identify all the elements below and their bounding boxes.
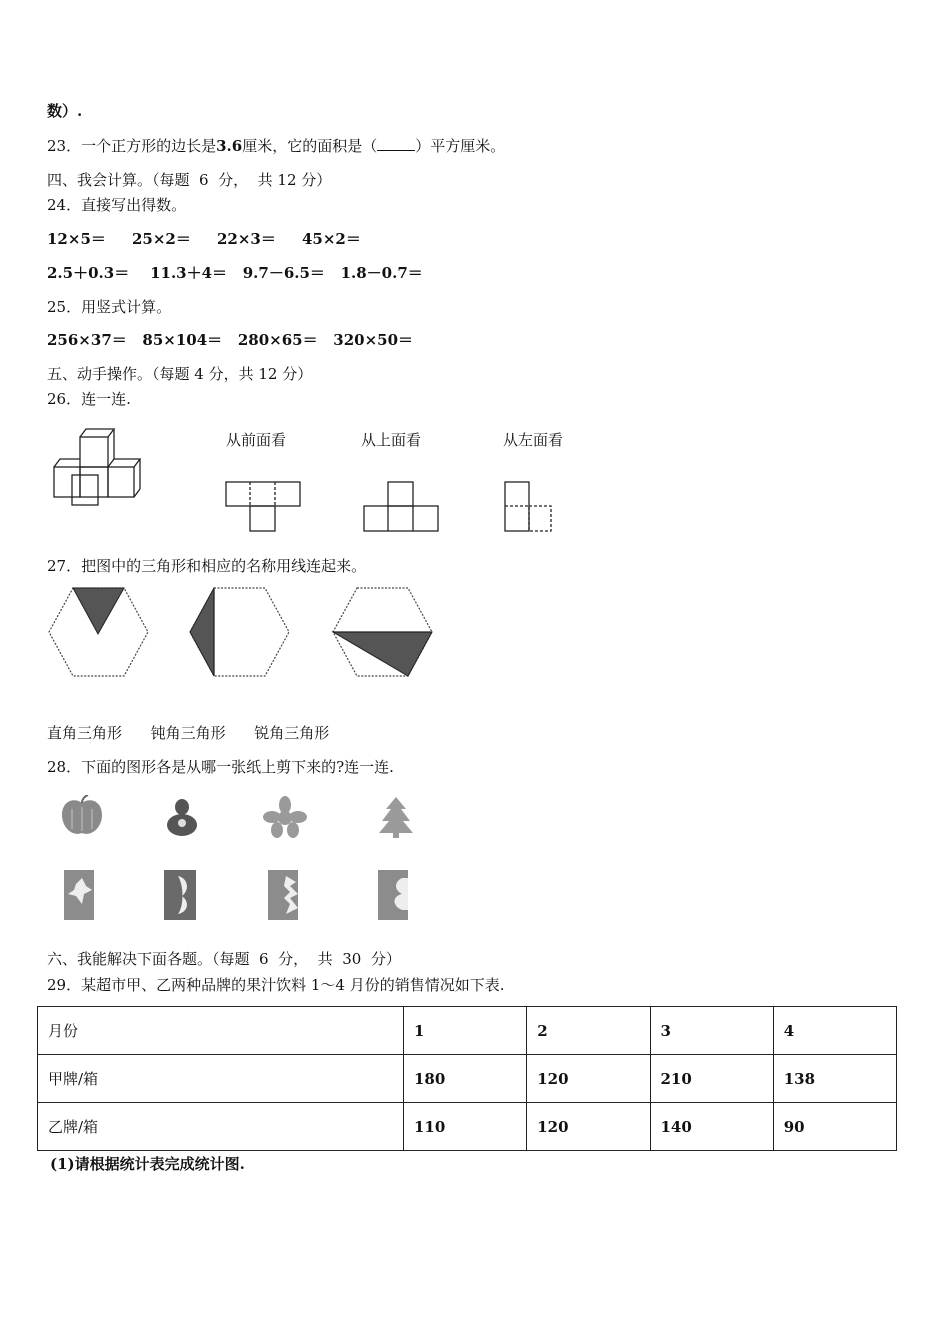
q23-number: 3.6	[216, 137, 243, 155]
question-23	[47, 137, 505, 155]
question-26: 26．连一连.	[47, 390, 131, 408]
hexagon-acute-triangle	[46, 586, 151, 679]
view-label-top: 从上面看	[361, 431, 422, 449]
paper-sheet-2-icon	[160, 868, 200, 922]
table-cell: 140	[650, 1103, 773, 1151]
answer-blank	[377, 138, 415, 151]
calc-row-3: 256×37＝ 85×104＝ 280×65＝ 320×50＝	[47, 331, 414, 349]
front-view-shape	[224, 480, 304, 535]
top-view-shape	[362, 480, 442, 535]
table-header-cell: 4	[773, 1007, 896, 1055]
table-row	[38, 1103, 897, 1151]
question-28: 28．下面的图形各是从哪一张纸上剪下来的?连一连.	[47, 758, 394, 776]
table-header-cell: 1	[404, 1007, 527, 1055]
question-24: 24．直接写出得数。	[47, 196, 187, 214]
table-cell: 210	[650, 1055, 773, 1103]
tree-cutout-icon	[376, 795, 416, 839]
sub-question-1: (1)请根据统计表完成统计图.	[50, 1155, 245, 1173]
apple-cutout-icon	[58, 795, 108, 839]
table-cell: 180	[404, 1055, 527, 1103]
table-cell: 120	[527, 1103, 650, 1151]
flower-cutout-icon	[262, 795, 308, 839]
table-cell: 110	[404, 1103, 527, 1151]
section-4-heading: 四、我会计算。（每题 6 分， 共 12 分）	[47, 171, 332, 189]
triangle-name-list: 直角三角形 钝角三角形 锐角三角形	[47, 724, 330, 742]
calc-row-1: 12×5＝ 25×2＝ 22×3＝ 45×2＝	[47, 230, 361, 248]
continuation-text: 数）.	[47, 102, 83, 120]
table-header-cell: 3	[650, 1007, 773, 1055]
table-cell: 甲牌/箱	[38, 1055, 404, 1103]
q23-text-a: 23．一个正方形的边长是	[47, 137, 217, 155]
table-row	[38, 1007, 897, 1055]
section-6-heading: 六、我能解决下面各题。（每题 6 分， 共 30 分）	[47, 950, 401, 968]
paper-sheet-1-icon	[62, 868, 98, 922]
calc-row-2: 2.5＋0.3＝ 11.3＋4＝ 9.7－6.5＝ 1.8－0.7＝	[47, 264, 423, 282]
table-row	[38, 1055, 897, 1103]
sales-table	[37, 1006, 897, 1151]
cube-stack-figure	[50, 427, 150, 509]
paper-sheet-4-icon	[376, 868, 412, 922]
section-5-heading: 五、动手操作。（每题 4 分，共 12 分）	[47, 365, 313, 383]
paper-sheet-3-icon	[266, 868, 302, 922]
hexagon-right-triangle	[187, 586, 292, 679]
table-cell: 乙牌/箱	[38, 1103, 404, 1151]
view-label-front: 从前面看	[226, 431, 287, 449]
gourd-cutout-icon	[162, 795, 202, 839]
hexagon-obtuse-triangle	[330, 586, 435, 679]
q23-text-c: 厘米，它的面积是（	[242, 137, 378, 155]
q23-text-d: ）平方厘米。	[415, 137, 506, 155]
table-cell: 90	[773, 1103, 896, 1151]
table-header-cell: 2	[527, 1007, 650, 1055]
question-27: 27．把图中的三角形和相应的名称用线连起来。	[47, 557, 367, 575]
table-cell: 138	[773, 1055, 896, 1103]
table-cell: 120	[527, 1055, 650, 1103]
left-view-shape	[503, 480, 558, 535]
question-25: 25．用竖式计算。	[47, 298, 172, 316]
table-header-cell: 月份	[38, 1007, 404, 1055]
question-29: 29．某超市甲、乙两种品牌的果汁饮料 1～4 月份的销售情况如下表.	[47, 976, 505, 994]
view-label-left: 从左面看	[503, 431, 564, 449]
